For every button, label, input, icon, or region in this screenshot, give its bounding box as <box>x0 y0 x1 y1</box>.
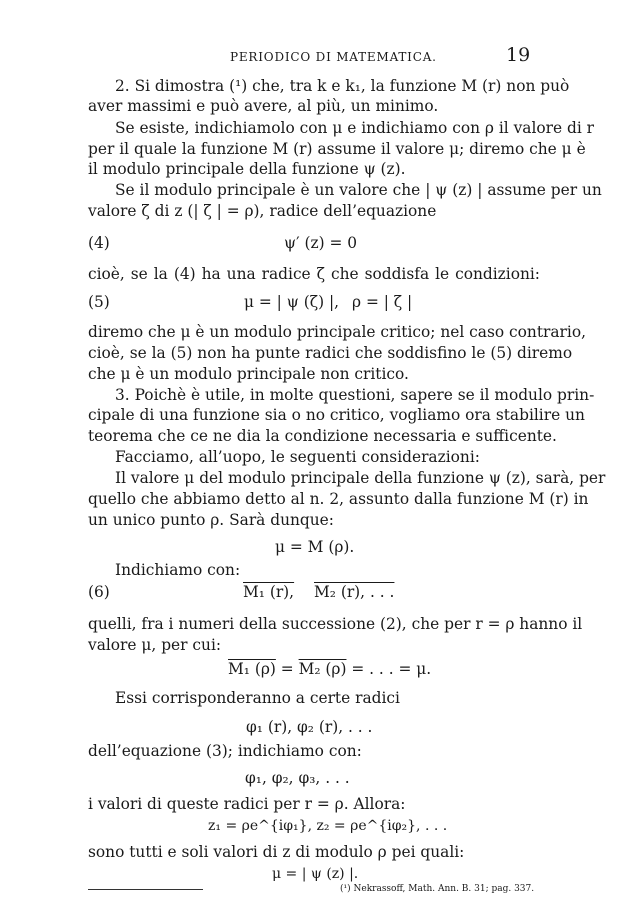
equation-mu-M: μ = M (ρ). <box>275 538 355 556</box>
text-line: che μ è un modulo principale non critico. <box>88 365 409 383</box>
equation-M2-rho: M₂ (ρ) <box>298 660 347 678</box>
footnote-rule <box>88 889 203 890</box>
page-number: 19 <box>506 44 531 66</box>
paragraph-2-line-2: aver massimi e può avere, al più, un minimo. <box>88 97 439 115</box>
paragraph-3-line-1: 3. Poichè è utile, in molte questioni, sapere se il modulo prin- <box>115 386 595 404</box>
equation-phi-r: φ₁ (r), φ₂ (r), . . . <box>246 718 373 736</box>
text-line: cipale di una funzione sia o no critico, vogliamo ora stabilire un <box>88 406 585 424</box>
text-line: il modulo principale della funzione ψ (z). <box>88 160 406 178</box>
text-line: sono tutti e soli valori di z di modulo ρ pei quali: <box>88 843 465 861</box>
equation-M1-rho: M₁ (ρ) <box>228 660 276 678</box>
text-line: i valori di queste radici per r = ρ. Allora: <box>88 795 406 813</box>
equation-z-values: z₁ = ρe^{iφ₁}, z₂ = ρe^{iφ₂}, . . . <box>208 818 448 834</box>
text-line: Indichiamo con: <box>115 561 241 579</box>
equation-tail: = . . . = μ. <box>346 660 432 678</box>
text-line: Se esiste, indichiamolo con μ e indichiamo con ρ il valore di r <box>115 119 595 137</box>
paragraph-2-line-1: 2. Si dimostra (¹) che, tra k e k₁, la funzione M (r) non può <box>115 77 570 95</box>
equation-5-mu: μ = | ψ (ζ) |, <box>244 293 340 311</box>
text-line: quello che abbiamo detto al n. 2, assunto dalla funzione M (r) in <box>88 490 589 508</box>
equation-number-5: (5) <box>88 293 110 311</box>
text-line: per il quale la funzione M (r) assume il valore μ; diremo che μ è <box>88 140 586 158</box>
text-line: valore ζ di z (| ζ | = ρ), radice dell’equazione <box>88 202 437 220</box>
text-line: cioè, se la (5) non ha punte radici che soddisfino le (5) diremo <box>88 344 573 362</box>
equation-equals: = <box>275 660 299 678</box>
running-title: PERIODICO DI MATEMATICA. <box>230 50 437 64</box>
text-line: valore μ, per cui: <box>88 636 222 654</box>
footnote: (¹) Nekrassoff, Math. Ann. B. 31; pag. 337. <box>340 884 535 894</box>
text-line: Essi corrisponderanno a certe radici <box>115 689 400 707</box>
text-line: un unico punto ρ. Sarà dunque: <box>88 511 334 529</box>
equation-6-M2: M₂ (r), . . . <box>314 583 395 601</box>
text-line: diremo che μ è un modulo principale critico; nel caso contrario, <box>88 323 586 341</box>
equation-number-4: (4) <box>88 234 110 252</box>
text-line: Se il modulo principale è un valore che | ψ (z) | assume per un <box>115 181 602 199</box>
equation-phi-list: φ₁, φ₂, φ₃, . . . <box>245 769 350 787</box>
equation-M-equal <box>228 660 431 678</box>
text-line: cioè, se la (4) ha una radice ζ che soddisfa le condizioni: <box>88 265 540 283</box>
equation-4: ψ′ (z) = 0 <box>284 234 358 252</box>
text-line: Facciamo, all’uopo, le seguenti considerazioni: <box>115 448 480 466</box>
text-line: Il valore μ del modulo principale della funzione ψ (z), sarà, per <box>115 469 606 487</box>
equation-6-M1: M₁ (r), <box>243 583 295 601</box>
equation-number-6: (6) <box>88 583 110 601</box>
equation-final: μ = | ψ (z) |. <box>272 866 359 882</box>
text-line: quelli, fra i numeri della successione (2), che per r = ρ hanno il <box>88 615 583 633</box>
equation-5-rho: ρ = | ζ | <box>352 293 413 311</box>
text-line: teorema che ce ne dia la condizione necessaria e sufficente. <box>88 427 557 445</box>
text-line: dell’equazione (3); indichiamo con: <box>88 742 362 760</box>
